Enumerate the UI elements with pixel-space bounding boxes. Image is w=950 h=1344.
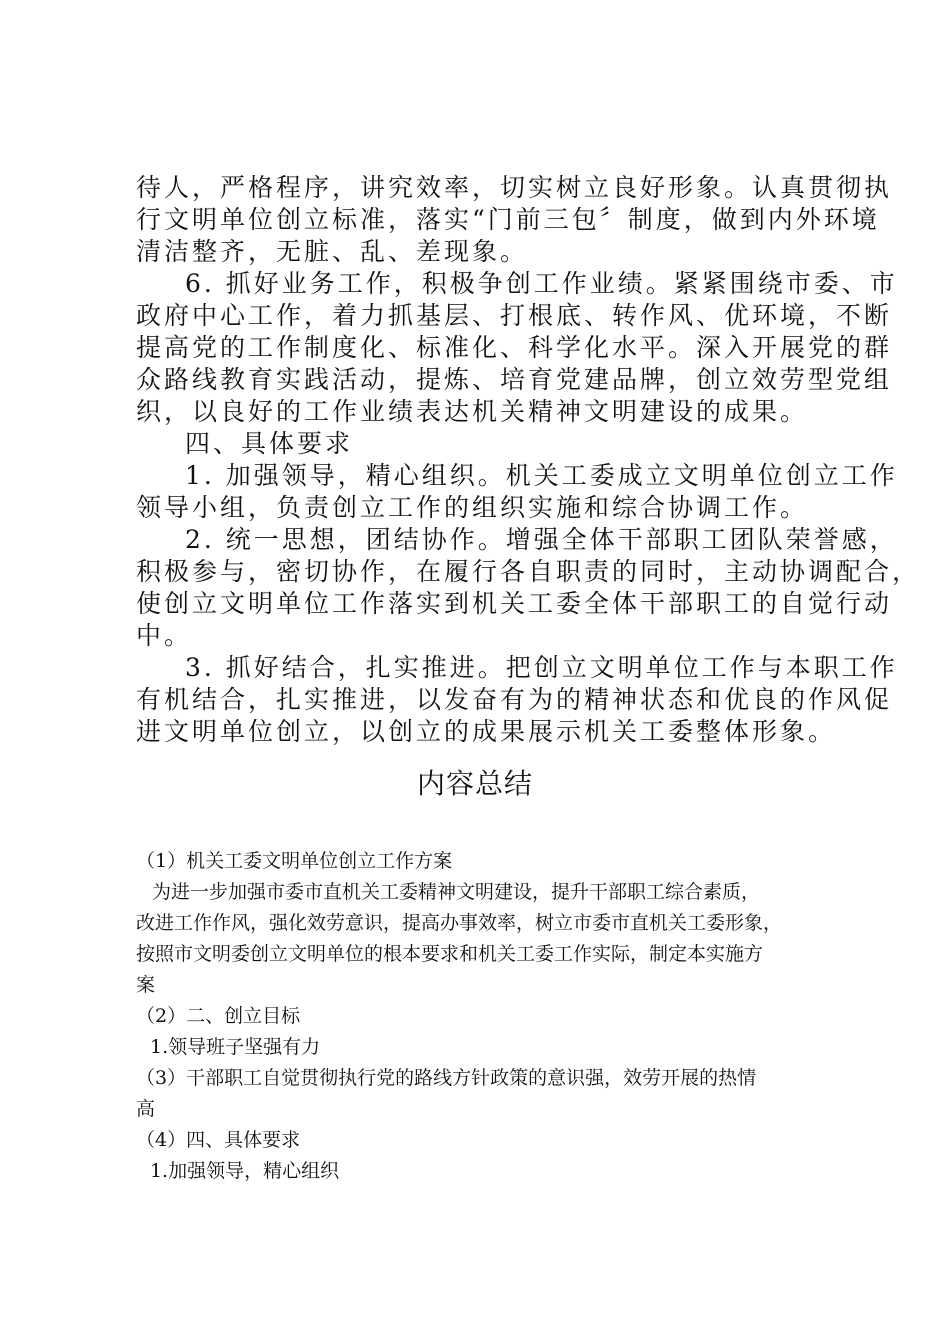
body-line: 有机结合，扎实推进，以发奋有为的精神状态和优良的作风促: [136, 685, 893, 714]
body-line: 领导小组，负责创立工作的组织实施和综合协调工作。: [136, 493, 809, 522]
body-line: 1. 加强领导，精心组织。机关工委成立文明单位创立工作: [185, 461, 898, 490]
summary-line: （1）机关工委文明单位创立工作方案: [136, 850, 453, 872]
summary-line: 按照市文明委创立文明单位的根本要求和机关工委工作实际，制定本实施方: [136, 943, 764, 965]
summary-line: （4）四、具体要求: [136, 1129, 301, 1151]
body-line: 进文明单位创立，以创立的成果展示机关工委整体形象。: [136, 717, 837, 746]
summary-line: 1.加强领导，精心组织: [150, 1160, 340, 1182]
body-line: 众路线教育实践活动，提炼、培育党建品牌，创立效劳型党组: [136, 365, 893, 394]
section-heading: 四、具体要求: [185, 429, 354, 458]
summary-line: 1.领导班子坚强有力: [150, 1036, 321, 1058]
body-line: 待人，严格程序，讲究效率，切实树立良好形象。认真贯彻执: [136, 173, 893, 202]
body-line: 2. 统一思想，团结协作。增强全体干部职工团队荣誉感，: [185, 525, 898, 554]
summary-line: 高: [136, 1098, 156, 1120]
body-line: 政府中心工作，着力抓基层、打根底、转作风、优环境，不断: [136, 301, 893, 330]
body-text: [136, 172, 921, 748]
summary-line: （3）干部职工自觉贯彻执行党的路线方针政策的意识强，效劳开展的热情: [136, 1067, 757, 1089]
summary-section: [136, 846, 826, 1187]
body-line: 使创立文明单位工作落实到机关工委全体干部职工的自觉行动: [136, 589, 893, 618]
summary-line: 改进工作作风，强化效劳意识，提高办事效率，树立市委市直机关工委形象，: [136, 912, 783, 934]
body-line: 3. 抓好结合，扎实推进。把创立文明单位工作与本职工作: [185, 653, 898, 682]
summary-title: 内容总结: [416, 767, 533, 800]
body-line: 6. 抓好业务工作，积极争创工作业绩。紧紧围绕市委、市: [185, 269, 898, 298]
summary-line: 为进一步加强市委市直机关工委精神文明建设，提升干部职工综合素质，: [152, 881, 761, 903]
body-line: 积极参与，密切协作，在履行各自职责的同时，主动协调配合，: [136, 557, 921, 586]
body-line: 清洁整齐，无脏、乱、差现象。: [136, 237, 529, 266]
body-line: 织，以良好的工作业绩表达机关精神文明建设的成果。: [136, 397, 809, 426]
body-line: 中。: [136, 621, 193, 650]
body-line: 提高党的工作制度化、标准化、科学化水平。深入开展党的群: [136, 333, 893, 362]
body-line: 行文明单位创立标准，落实“门前三包〞制度，做到内外环境: [136, 205, 880, 234]
summary-line: 案: [136, 974, 156, 996]
summary-line: （2）二、创立目标: [136, 1005, 301, 1027]
